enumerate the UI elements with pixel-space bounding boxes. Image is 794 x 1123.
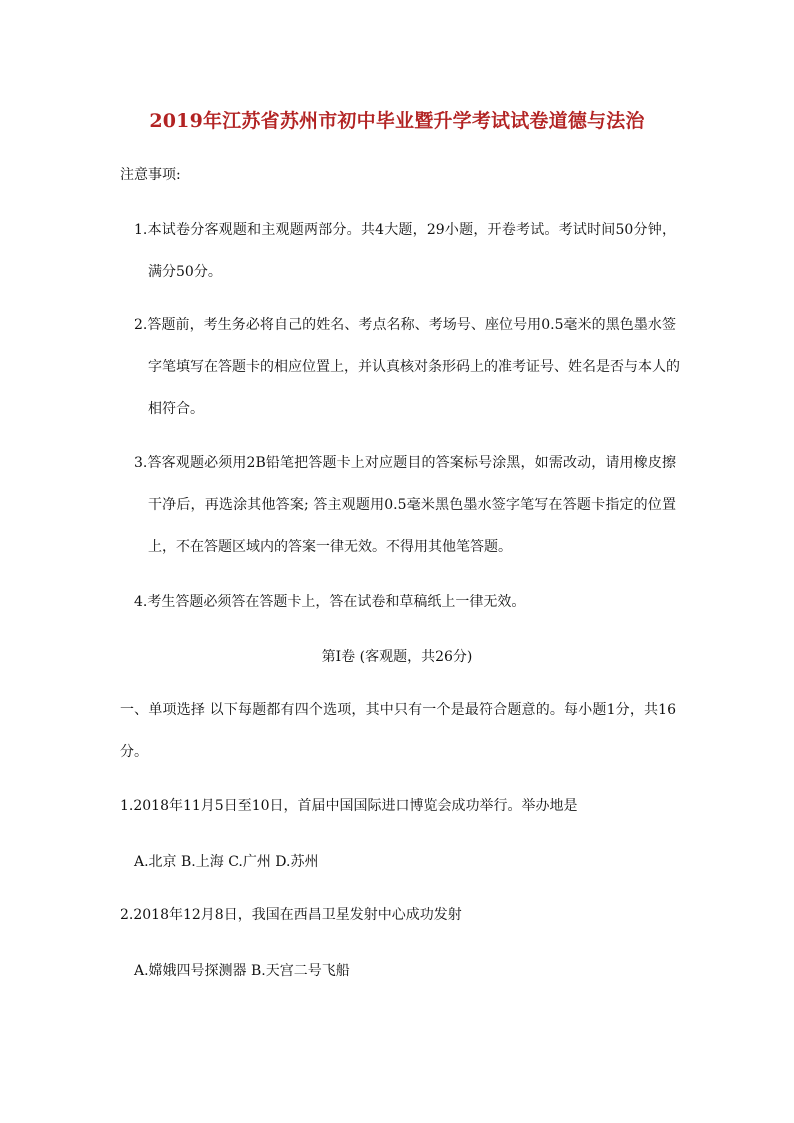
notice-3-line-1: 3.答客观题必须用2B铅笔把答题卡上对应题目的答案标号涂黑，如需改动，请用橡皮擦 xyxy=(134,455,676,471)
question-1-options: A.北京 B.上海 C.广州 D.苏州 xyxy=(134,854,319,870)
question-2-options: A.嫦娥四号探测器 B.天宫二号飞船 xyxy=(134,963,350,979)
notice-2-line-2: 字笔填写在答题卡的相应位置上，并认真核对条形码上的准考证号、姓名是否与本人的 xyxy=(148,359,680,375)
notice-1-line-1: 1.本试卷分客观题和主观题两部分。共4大题，29小题，开卷考试。考试时间50分钟， xyxy=(134,222,676,238)
notice-1-line-2: 满分50分。 xyxy=(148,264,222,280)
notice-4-line-1: 4.考生答题必须答在答题卡上，答在试卷和草稿纸上一律无效。 xyxy=(134,594,526,610)
notice-3-line-3: 上，不在答题区域内的答案一律无效。不得用其他笔答题。 xyxy=(148,539,512,555)
section-1-line-2: 分。 xyxy=(120,744,148,760)
notice-3-line-2: 干净后，再选涂其他答案; 答主观题用0.5毫米黑色墨水签字笔写在答题卡指定的位置 xyxy=(148,497,676,513)
section-1-line-1: 一、单项选择 以下每题都有四个选项，其中只有一个是最符合题意的。每小题1分，共16 xyxy=(120,702,676,718)
question-2-stem: 2.2018年12月8日，我国在西昌卫星发射中心成功发射 xyxy=(120,907,462,923)
notice-2-line-3: 相符合。 xyxy=(148,401,204,417)
notice-2-line-1: 2.答题前，考生务必将自己的姓名、考点名称、考场号、座位号用0.5毫米的黑色墨水签 xyxy=(134,317,676,333)
question-1-stem: 1.2018年11月5日至10日，首届中国国际进口博览会成功举行。举办地是 xyxy=(120,798,578,814)
notice-heading: 注意事项: xyxy=(120,167,181,183)
part-heading: 第I卷 (客观题，共26分) xyxy=(321,649,473,665)
page-title: 2019年江苏省苏州市初中毕业暨升学考试试卷道德与法治 xyxy=(149,110,645,132)
